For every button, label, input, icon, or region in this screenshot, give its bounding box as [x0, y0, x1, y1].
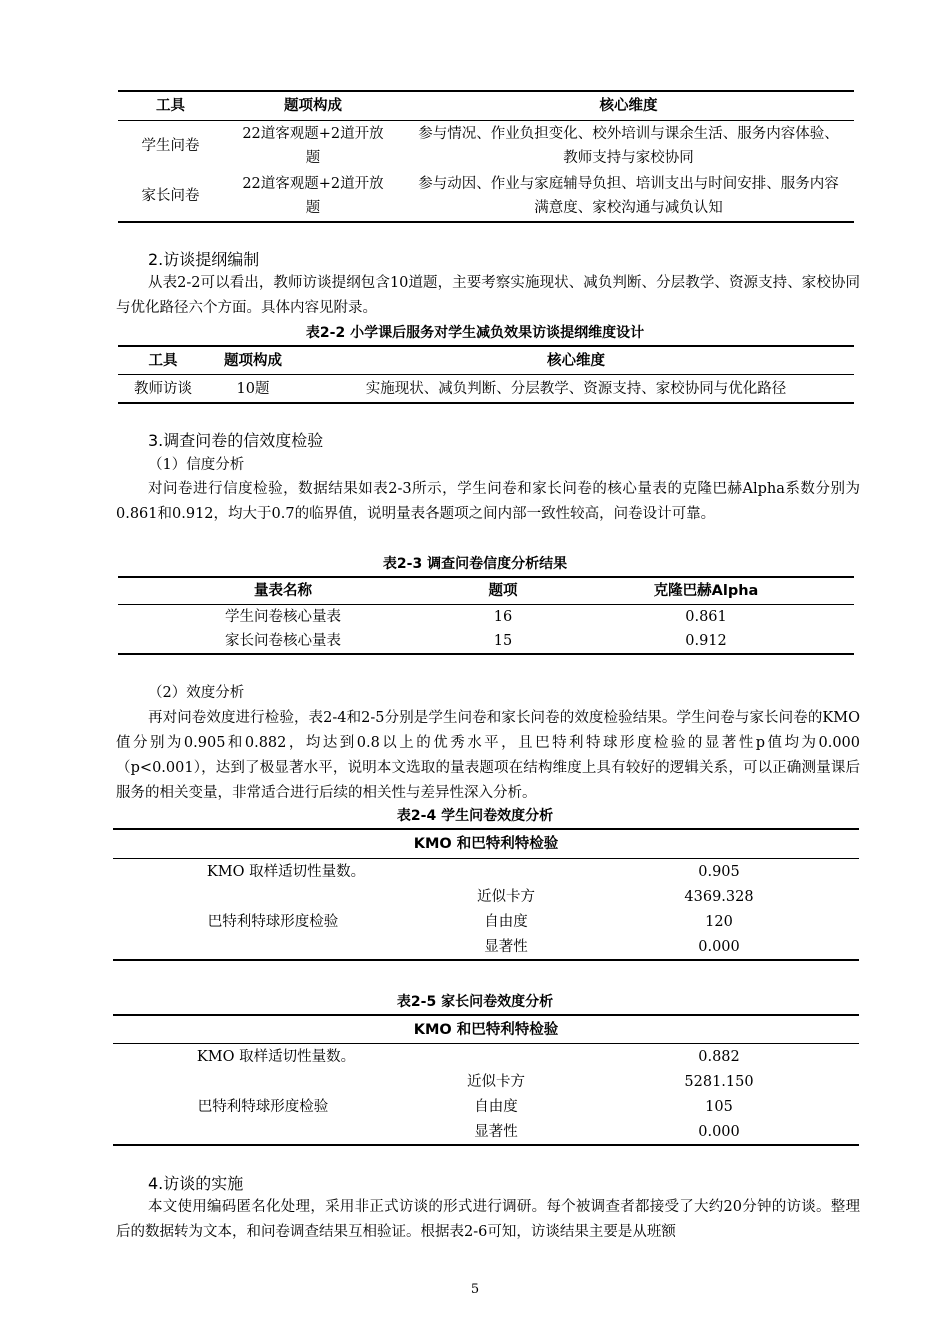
table-row: KMO 取样适切性量数。 0.882 [196, 1048, 740, 1065]
table-reliability [118, 576, 854, 655]
paragraph: 对问卷进行信度检验，数据结果如表2-3所示，学生问卷和家长问卷的核心量表的克隆巴赫Alpha系数分别为0.861和0.912，均大于0.7的临界值，说明量表各题项之间内部一致性较高，问卷设计可靠。 [116, 481, 860, 522]
table-row: 教师访谈 10题 实施现状、减负判断、分层教学、资源支持、家校协同与优化路径 [118, 375, 854, 404]
table-header: 量表名称 [254, 583, 312, 599]
table-row: 显著性 0.000 [113, 934, 859, 960]
table-interview-outline [118, 345, 854, 404]
table-header: 题项 [488, 583, 518, 599]
table-row: 巴特利特球形度检验 近似卡方 5281.150 [197, 1073, 754, 1115]
table-caption: 表2-3 调查问卷信度分析结果 [382, 556, 568, 572]
table-header: 克隆巴赫Alpha [653, 583, 759, 599]
table-header: 题项构成 [284, 98, 342, 114]
table-header: 核心维度 [547, 352, 605, 369]
table-caption: 表2-4 学生问卷效度分析 [396, 808, 554, 824]
page-number: 5 [470, 1282, 480, 1297]
table-row: 显著性 0.000 [113, 1119, 859, 1145]
subheading: （2）效度分析 [148, 685, 245, 701]
table-row: KMO 取样适切性量数。 0.905 [206, 863, 740, 880]
table-row: 学生问卷 22道客观题+2道开放题 参与情况、作业负担变化、校外培训与课余生活、服务内容体验、教师支持与家校协同 [141, 126, 839, 166]
section-heading: 3.调查问卷的信效度检验 [148, 431, 324, 450]
table-row: 巴特利特球形度检验 近似卡方 4369.328 [207, 888, 754, 930]
section-heading: 2.访谈提纲编制 [148, 250, 260, 269]
table-header: 题项构成 [224, 352, 282, 369]
table-header: 核心维度 [599, 98, 658, 114]
table-title: KMO 和巴特利特检验 [413, 836, 559, 852]
section-heading: 4.访谈的实施 [148, 1174, 244, 1193]
table-parent-validity [113, 1014, 859, 1146]
paragraph: 从表2-2可以看出，教师访谈提纲包含10道题，主要考察实施现状、减负判断、分层教学、资源支持、家校协同与优化路径六个方面。具体内容见附录。 [116, 275, 860, 316]
table-title: KMO 和巴特利特检验 [413, 1021, 559, 1038]
table-row: 家长问卷核心量表 15 0.912 [118, 629, 854, 654]
paragraph: 再对问卷效度进行检验，表2-4和2-5分别是学生问卷和家长问卷的效度检验结果。学生问卷与家长问卷的KMO值分别为0.905和0.882，均达到0.8以上的优秀水平，且巴特利特球形度检验的显著性p值均为0.000（p<0.001），达到了极显著水平，说明本文选取的量表题项在结构维度上具有较好的逻辑关系，可以正确测量课后服务的相关变量，非常适合进行后续的相关性与差异性深入分析。 [116, 710, 860, 801]
table-caption: 表2-2 小学课后服务对学生减负效果访谈提纲维度设计 [305, 325, 645, 341]
paragraph: 本文使用编码匿名化处理，采用非正式访谈的形式进行调研。每个被调查者都接受了大约20分钟的访谈。整理后的数据转为文本，和问卷调查结果互相验证。根据表2-6可知，访谈结果主要是从班额 [116, 1199, 860, 1240]
subheading: （1）信度分析 [148, 457, 245, 473]
table-student-validity [113, 828, 859, 961]
table-caption: 表2-5 家长问卷效度分析 [396, 994, 554, 1010]
table-row: 家长问卷 22道客观题+2道开放题 参与动因、作业与家庭辅导负担、培训支出与时间安排、服务内容满意度、家校沟通与减负认知 [118, 171, 854, 222]
table-header: 工具 [156, 98, 185, 114]
table-header: 工具 [148, 352, 178, 369]
table-row: 学生问卷核心量表 16 0.861 [225, 609, 727, 625]
table-questionnaire-design [118, 90, 854, 223]
table-row: 自由度 105 [474, 1098, 733, 1115]
table-row: 自由度 120 [484, 913, 733, 930]
